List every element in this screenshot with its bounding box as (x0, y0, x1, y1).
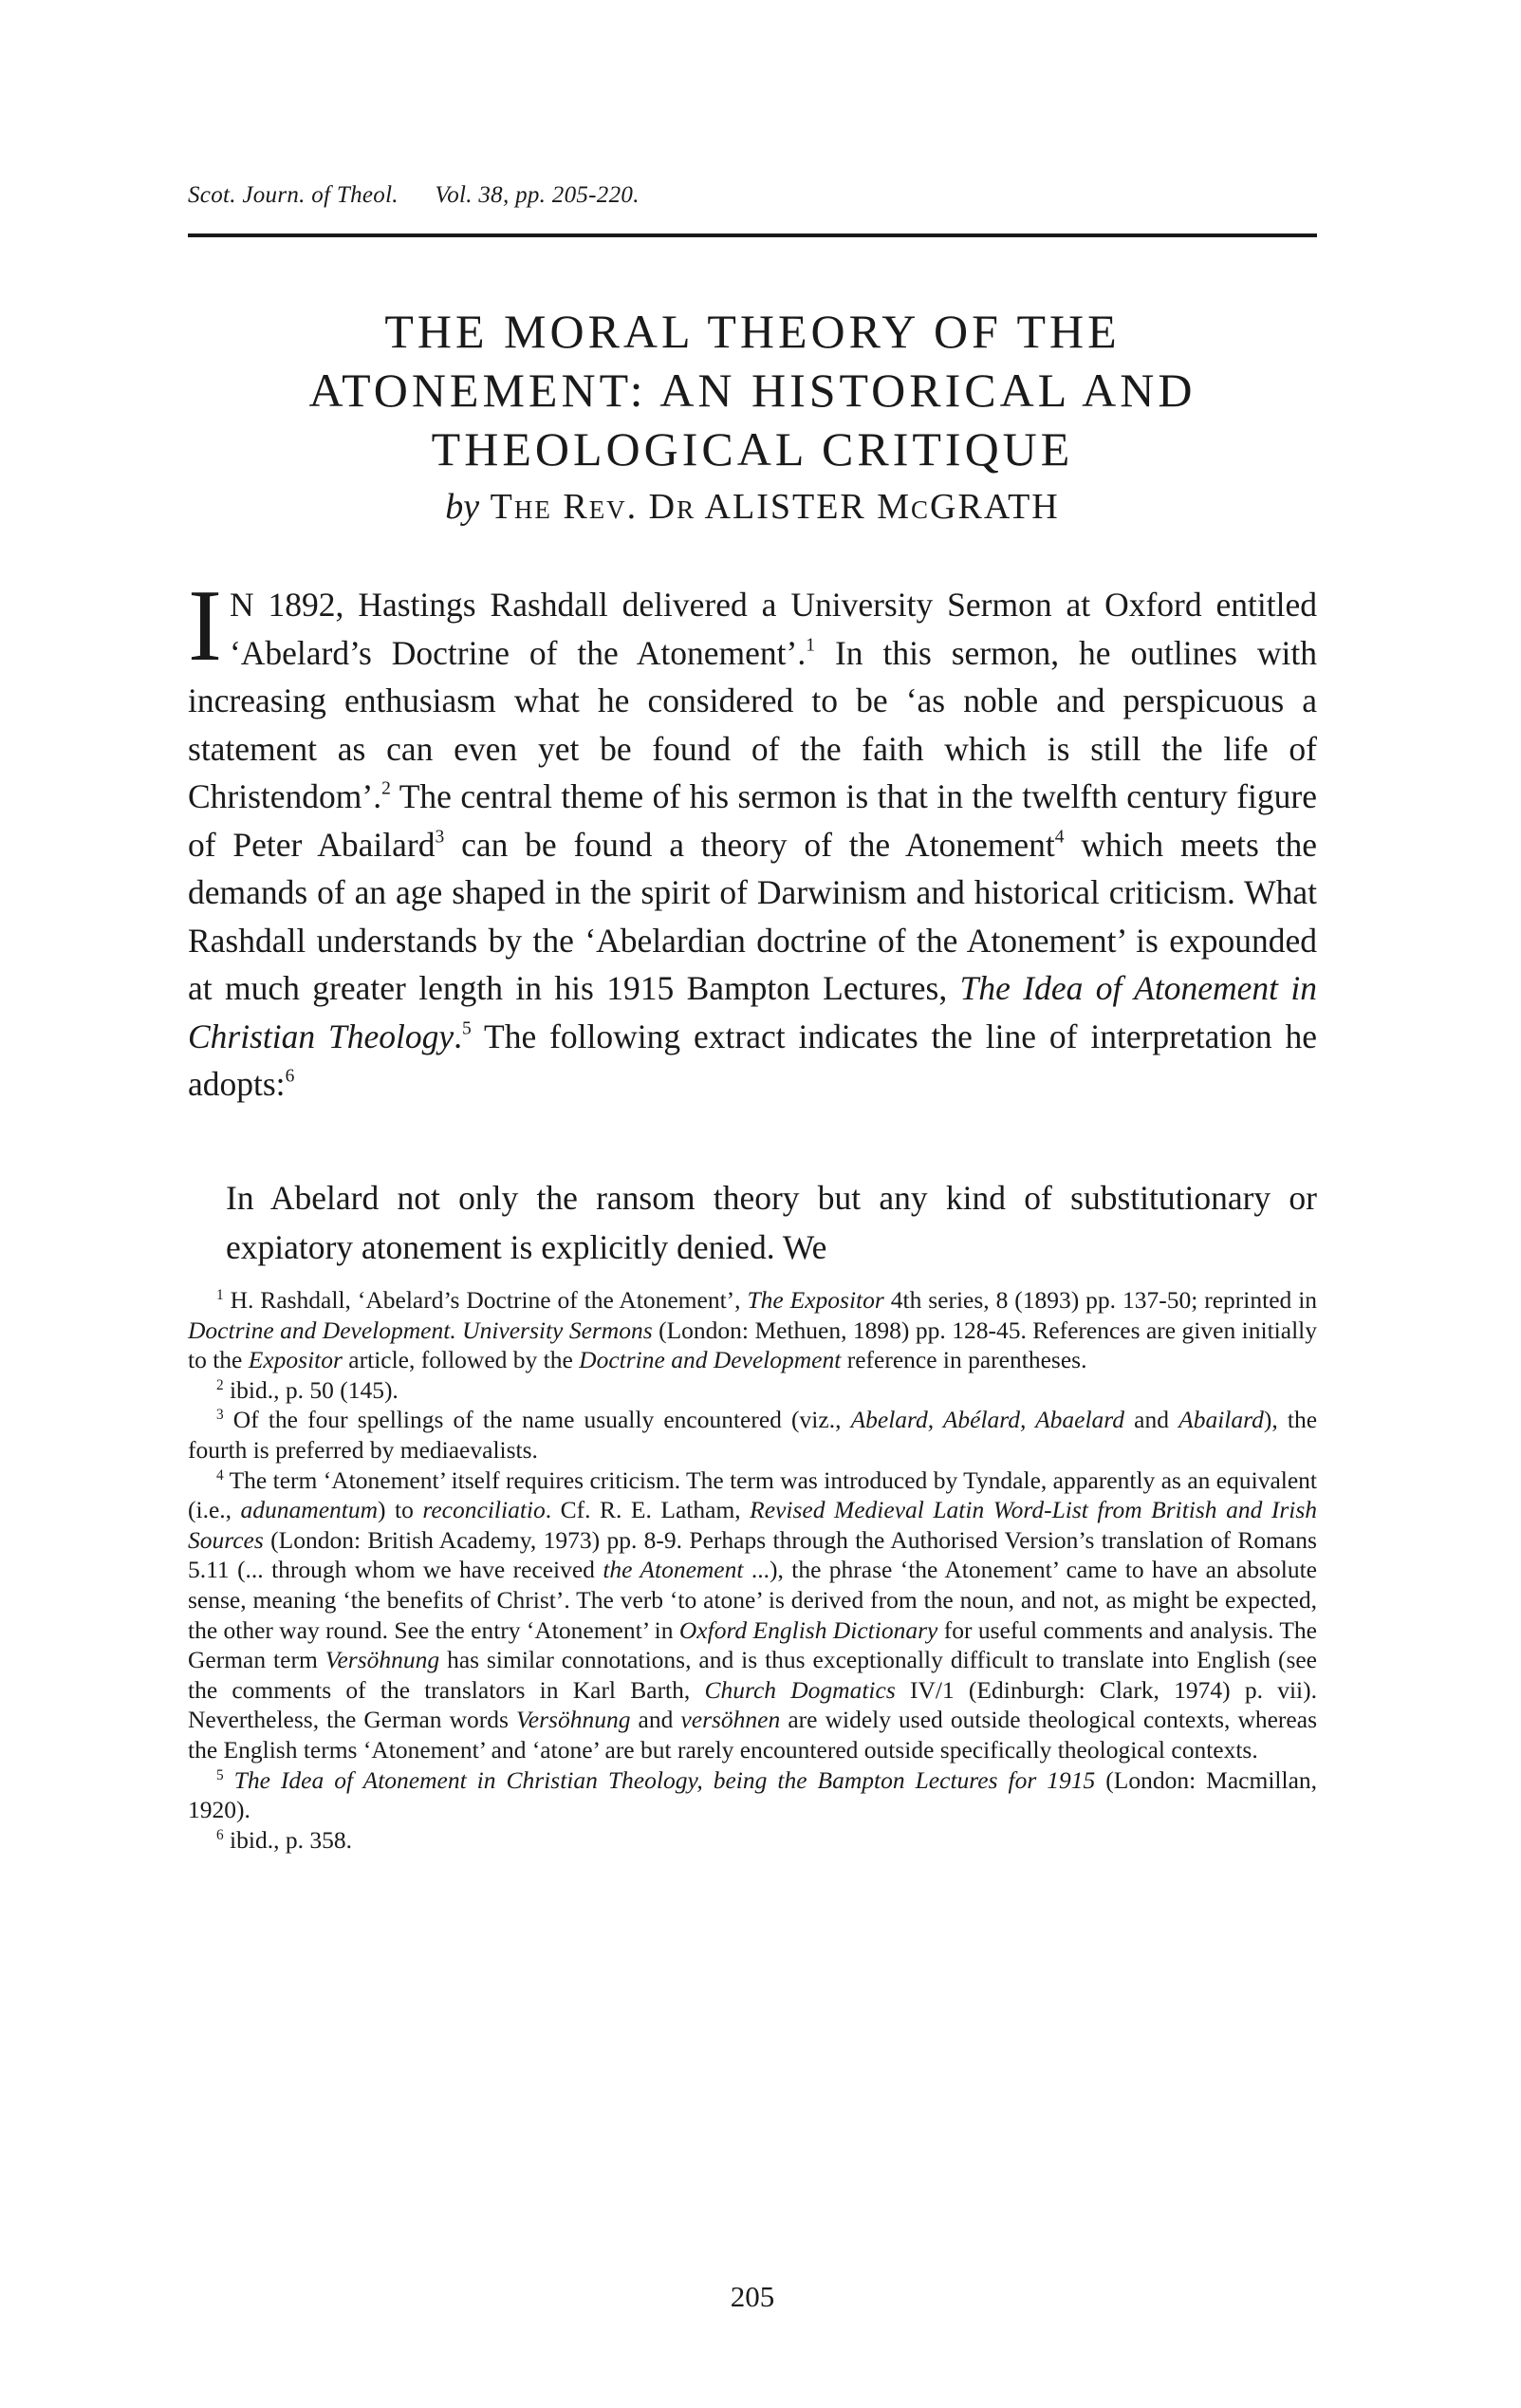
footnote-italic: versöhnen (680, 1706, 781, 1734)
footnotes (188, 1285, 1317, 1855)
note-ref-2[interactable]: 2 (381, 778, 391, 799)
footnote-text: are widely used outside theological contexts, whereas the English terms ‘Atonement’ and ‘atone’ are but rarely encountered outside specifically theological contexts. (188, 1706, 1317, 1764)
volume-pages: Vol. 38, pp. 205-220. (435, 182, 640, 208)
footnote-italic: Oxford English Dictionary (678, 1615, 938, 1644)
title-line-1: THE MORAL THEORY OF THE (384, 305, 1121, 358)
author-name: The Rev. Dr ALISTER McGRATH (490, 487, 1060, 527)
drop-cap: I (188, 569, 222, 682)
footnote-text: ), the fourth is preferred by mediaevalists. (188, 1406, 1318, 1464)
footnote-text: and (630, 1706, 681, 1734)
running-head (188, 182, 640, 209)
header-rule (188, 233, 1317, 237)
footnote-text: The term ‘Atonement’ itself requires criticism. The term was introduced by Tyndale, apparently as an equivalent (i.e., (188, 1465, 1318, 1524)
footnote-text: ibid., p. 50 (145). (230, 1375, 399, 1404)
body-text-run: N 1892, Hastings Rashdall delivered a University Sermon at Oxford entitled ‘Abelard’s Doctrine of the Atonement’. (229, 586, 1317, 672)
footnote-2 (188, 1375, 1317, 1406)
footnote-italic: Revised Medieval Latin Word-List from British and Irish Sources (188, 1496, 1318, 1554)
footnote-text: and (1124, 1406, 1179, 1434)
author-byline (188, 486, 1317, 528)
block-quote: In Abelard not only the ransom theory but any kind of substitutionary or expiatory atonement is explicitly denied. We (226, 1179, 1317, 1266)
footnote-italic: Abailard (1178, 1406, 1264, 1434)
book-title: The Idea of Atonement in Christian Theology (188, 969, 1317, 1055)
body-text-run: which meets the demands of an age shaped in the spirit of Darwinism and historical criticism. What Rashdall understands by the ‘Abelardian doctrine of the Atonement’ is expounded at much greater length in his 1915 Bampton Lectures, (188, 825, 1317, 1007)
footnote-text: ibid., p. 358. (230, 1825, 352, 1854)
footnote-text: ) to (378, 1496, 423, 1524)
footnote-italic: the Atonement (603, 1556, 744, 1584)
body-text-run: can be found a theory of the Atonement (444, 825, 1055, 864)
footnote-text: (London: Methuen, 1898) pp. 128-45. References are given initially to the (188, 1316, 1317, 1374)
footnote-text: Of the four spellings of the name usually encountered (viz., (232, 1406, 851, 1434)
byline-by: by (445, 487, 480, 527)
footnote-italic: Abelard, Abélard, Abaelard (850, 1406, 1125, 1434)
footnote-italic: The Idea of Atonement in Christian Theology, being the Bampton Lectures for 1915 (233, 1765, 1096, 1794)
footnote-6 (188, 1825, 1317, 1856)
footnote-mark: 3 (216, 1407, 224, 1424)
footnote-mark: 2 (216, 1376, 224, 1393)
journal-citation: Scot. Journ. of Theol. (188, 182, 399, 208)
footnote-italic: Doctrine and Development. University Sermons (188, 1316, 653, 1344)
footnote-text: reference in parentheses. (841, 1346, 1087, 1374)
footnote-text: IV/1 (Edinburgh: Clark, 1974) p. vii). Nevertheless, the German words (188, 1675, 1317, 1734)
footnote-text: 4th series, 8 (1893) pp. 137-50; reprinted in (883, 1286, 1318, 1314)
footnote-4 (188, 1465, 1317, 1765)
footnote-text: H. Rashdall, ‘Abelard’s Doctrine of the Atonement’, (230, 1286, 748, 1314)
body-text-run: The central theme of his sermon is that in the twelfth century figure of Peter Abailard (188, 777, 1317, 864)
footnote-3 (188, 1405, 1317, 1465)
footnote-5 (188, 1765, 1317, 1825)
note-ref-1[interactable]: 1 (806, 634, 815, 655)
footnote-mark: 6 (216, 1826, 224, 1843)
footnote-text: for useful comments and analysis. The German term (188, 1615, 1317, 1674)
footnote-text: article, followed by the (342, 1346, 580, 1374)
note-ref-6[interactable]: 6 (285, 1066, 295, 1087)
footnote-text: . Cf. R. E. Latham, (545, 1496, 751, 1524)
footnote-text: (London: British Academy, 1973) pp. 8-9. Perhaps through the Authorised Version’s translation of Romans 5.11 (... through whom we have received (188, 1525, 1317, 1584)
footnote-italic: Versöhnung (325, 1646, 440, 1674)
article-title (188, 302, 1317, 478)
footnote-italic: Doctrine and Development (579, 1346, 842, 1374)
body-text-run: In this sermon, he outlines with increasing enthusiasm what he considered to be ‘as noble and perspicuous a statement as can even yet be found of the faith which is still the life of Christendom’. (188, 633, 1317, 815)
footnote-italic: Versöhnung (516, 1706, 631, 1734)
page-number: 205 (730, 2280, 775, 2313)
note-ref-3[interactable]: 3 (435, 826, 445, 847)
body-paragraph (188, 569, 1317, 1109)
footnote-italic: reconciliatio (422, 1496, 546, 1524)
footnote-italic: adunamentum (240, 1496, 379, 1524)
footnote-italic: The Expositor (747, 1286, 884, 1314)
footnote-mark: 5 (216, 1766, 224, 1783)
title-line-2: ATONEMENT: AN HISTORICAL AND (308, 364, 1196, 417)
note-ref-5[interactable]: 5 (462, 1017, 472, 1038)
footnote-italic: Expositor (248, 1346, 343, 1374)
title-line-3: THEOLOGICAL CRITIQUE (431, 422, 1074, 476)
footnote-text: has similar connotations, and is thus exceptionally difficult to translate into English (see the comments of the translators in Karl Barth, (188, 1646, 1318, 1704)
footnote-mark: 4 (216, 1466, 224, 1484)
body-text-run: . (454, 1017, 463, 1055)
footnote-text: ...), the phrase ‘the Atonement’ came to have an absolute sense, meaning ‘the benefits of Christ’. The verb ‘to atone’ is derived from the noun, and not, as might be expected, the other way round. See the entry ‘Atonement’ in (188, 1556, 1318, 1644)
footnote-text: (London: Macmillan, 1920). (188, 1765, 1318, 1824)
body-text-run: The following extract indicates the line of interpretation he adopts: (188, 1017, 1317, 1103)
footnote-mark: 1 (216, 1286, 224, 1303)
footnote-1 (188, 1285, 1317, 1375)
note-ref-4[interactable]: 4 (1054, 826, 1065, 847)
footnote-italic: Church Dogmatics (704, 1675, 896, 1704)
